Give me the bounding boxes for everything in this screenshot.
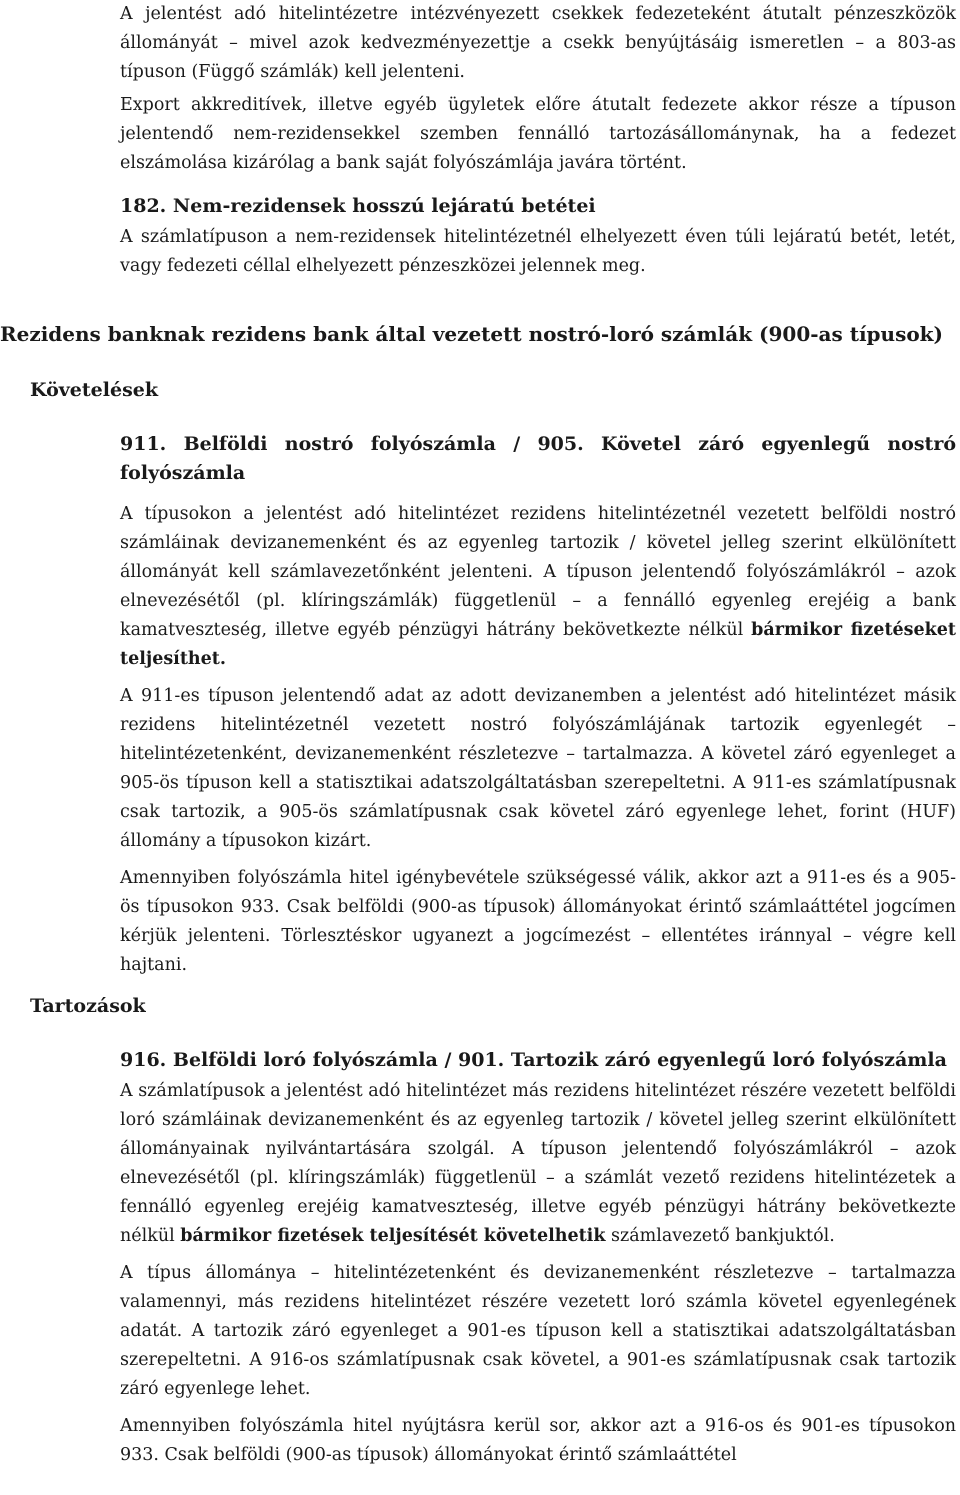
section-heading: 911. Belföldi nostró folyószámla / 905. Követel záró egyenlegű nostró folyószámla: [120, 433, 956, 484]
paragraph-text-bold: bármikor fizetések teljesítését követelhetik: [180, 1226, 606, 1246]
section-916: [120, 1046, 956, 1470]
paragraph-text-main: A számlatípusok a jelentést adó hitelintézet más rezidens hitelintézet részére vezetett belföldi loró számláinak devizanemenként és az egyenleg tartozik / követel jelleg szerint elkülönített állományainak nyilvántartására szolgál. A típuson jelentendő folyószámlákról – azok elnevezésétől (pl. klíringszámlák) függetlenül – a számlát vezető rezidens hitelintézetek a fennálló egyenleg erejéig kamatveszteség, illetve egyéb pénzügyi hátrány bekövetkezte nélkül: [120, 1081, 956, 1246]
paragraph-text: [120, 500, 956, 674]
intro-paragraph-2: [120, 91, 956, 178]
side-heading-liabilities: Tartozások: [30, 995, 146, 1017]
paragraph-text: [120, 1077, 956, 1251]
paragraph-text: Export akkreditívek, illetve egyéb ügyletek előre átutalt fedezete akkor része a típuson jelentendő nem-rezidensekkel szemben fennálló tartozásállománynak, ha a fedezet elszámolása kizárólag a bank saját folyószámlája javára történt.: [120, 95, 956, 173]
paragraph-text: A számlatípuson a nem-rezidensek hitelintézetnél elhelyezett éven túli lejáratú betét, letét, vagy fedezeti céllal elhelyezett pénzeszközei jelennek meg.: [120, 227, 956, 276]
section-heading: 182. Nem-rezidensek hosszú lejáratú betétei: [120, 195, 596, 217]
paragraph-text: Amennyiben folyószámla hitel igénybevétele szükségessé válik, akkor azt a 911-es és a 905-ös típusokon 933. Csak belföldi (900-as típusok) állományokat érintő számlaáttétel jogcímen kérjük jelenteni. Törlesztéskor ugyanezt a jogcímezést – ellentétes iránnyal – végre kell hajtani.: [120, 868, 956, 975]
intro-paragraph-1: [120, 0, 956, 87]
paragraph-text: A jelentést adó hitelintézetre intézvényezett csekkek fedezeteként átutalt pénzeszközök állományát – mivel azok kedvezményezettje a csekk benyújtásáig ismeretlen – a 803-as típuson (Függő számlák) kell jelenteni.: [120, 4, 956, 82]
section-911: [120, 430, 956, 980]
main-heading: Rezidens banknak rezidens bank által vezetett nostró-loró számlák (900-as típusok): [0, 322, 943, 346]
paragraph-text-end: számlavezető bankjuktól.: [605, 1226, 835, 1246]
paragraph-text-bold: bármikor fizetéseket teljesíthet.: [120, 620, 956, 669]
paragraph-text: A típus állománya – hitelintézetenként és devizanemenként részletezve – tartalmazza valamennyi, más rezidens hitelintézet részére vezetett loró számla követel egyenlegének adatát. A tartozik záró egyenleget a 901-es típuson kell a statisztikai adatszolgáltatásban szerepeltetni. A 916-os számlatípusnak csak követel, a 901-es számlatípusnak csak tartozik záró egyenlege lehet.: [120, 1263, 956, 1399]
paragraph-text: Amennyiben folyószámla hitel nyújtásra kerül sor, akkor azt a 916-os és 901-es típusokon 933. Csak belföldi (900-as típusok) állományokat érintő számlaáttétel: [120, 1416, 956, 1465]
section-182: [120, 192, 956, 281]
section-heading: 916. Belföldi loró folyószámla / 901. Tartozik záró egyenlegű loró folyószámla: [120, 1049, 947, 1071]
side-heading-claims: Követelések: [30, 379, 159, 401]
paragraph-text-main: A típusokon a jelentést adó hitelintézet rezidens hitelintézetnél vezetett belföldi nostró számláinak devizanemenként és az egyenleg tartozik / követel jelleg szerint elkülönített állományát kell számlavezetőnként jelenteni. A típuson jelentendő folyószámlákról – azok elnevezésétől (pl. klíringszámlák) függetlenül – a fennálló egyenleg erejéig a bank kamatveszteség, illetve egyéb pénzügyi hátrány bekövetkezte nélkül: [120, 504, 956, 640]
paragraph-text: A 911-es típuson jelentendő adat az adott devizanemben a jelentést adó hitelintézet másik rezidens hitelintézetnél vezetett nostró folyószámlájának tartozik egyenlegét – hitelintézetenként, devizanemenként részletezve – tartalmazza. A követel záró egyenleget a 905-ös típuson kell a statisztikai adatszolgáltatásban szerepeltetni. A 911-es számlatípusnak csak tartozik, a 905-ös számlatípusnak csak követel záró egyenlege lehet, forint (HUF) állomány a típusokon kizárt.: [120, 686, 956, 851]
